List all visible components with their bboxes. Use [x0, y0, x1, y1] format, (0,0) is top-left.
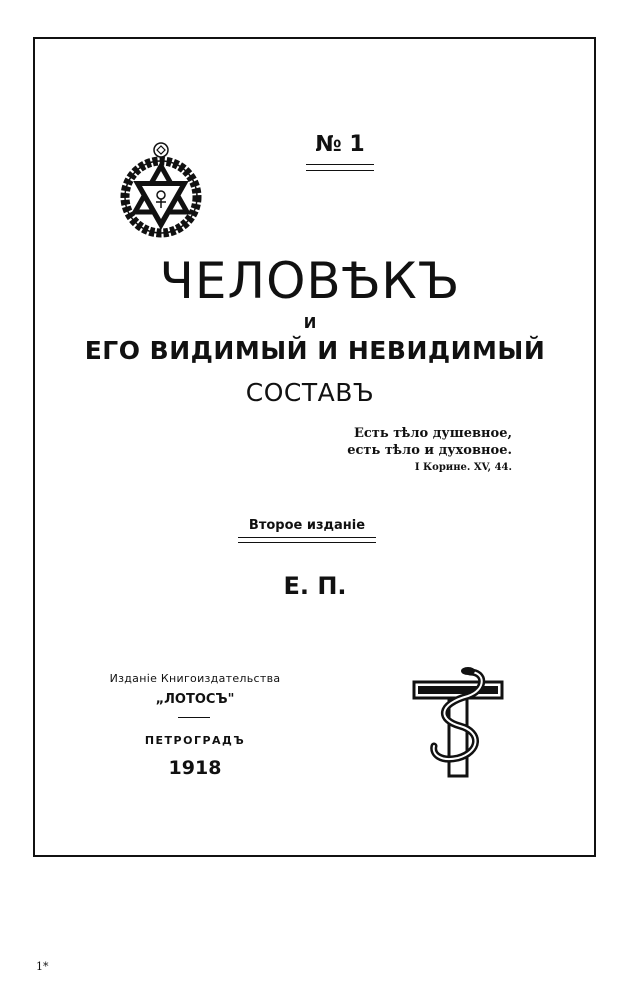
publication-city: ПЕТРОГРАДЪ	[144, 734, 246, 747]
page-signature-mark: 1*	[36, 960, 49, 973]
epigraph-line2: есть тѣло и духовное.	[347, 443, 512, 458]
book-title: ЧЕЛОВѢКЪ	[159, 252, 461, 310]
edition-underline	[238, 537, 376, 543]
title-conjunction: И	[303, 314, 317, 332]
epigraph	[300, 425, 512, 476]
edition-label: Второе изданіе	[248, 518, 366, 533]
issue-number: № 1	[315, 132, 365, 157]
publisher-name: „ЛОТОСЪ"	[155, 692, 235, 707]
issue-number-underline	[306, 164, 374, 171]
book-subtitle-line2: СОСТАВЪ	[245, 378, 375, 407]
epigraph-reference: I Корине. XV, 44.	[414, 462, 512, 473]
publisher-line: Изданіе Книгоиздательства	[109, 672, 281, 685]
epigraph-line1: Есть тѣло душевное,	[353, 426, 512, 441]
publication-year: 1918	[168, 757, 222, 779]
theosophical-seal-icon	[116, 140, 206, 240]
author-initials: Е. П.	[283, 572, 347, 600]
book-subtitle-line1: ЕГО ВИДИМЫЙ И НЕВИДИМЫЙ	[84, 336, 546, 365]
publisher-divider	[178, 717, 210, 718]
serpent-tau-cross-icon	[408, 662, 508, 782]
